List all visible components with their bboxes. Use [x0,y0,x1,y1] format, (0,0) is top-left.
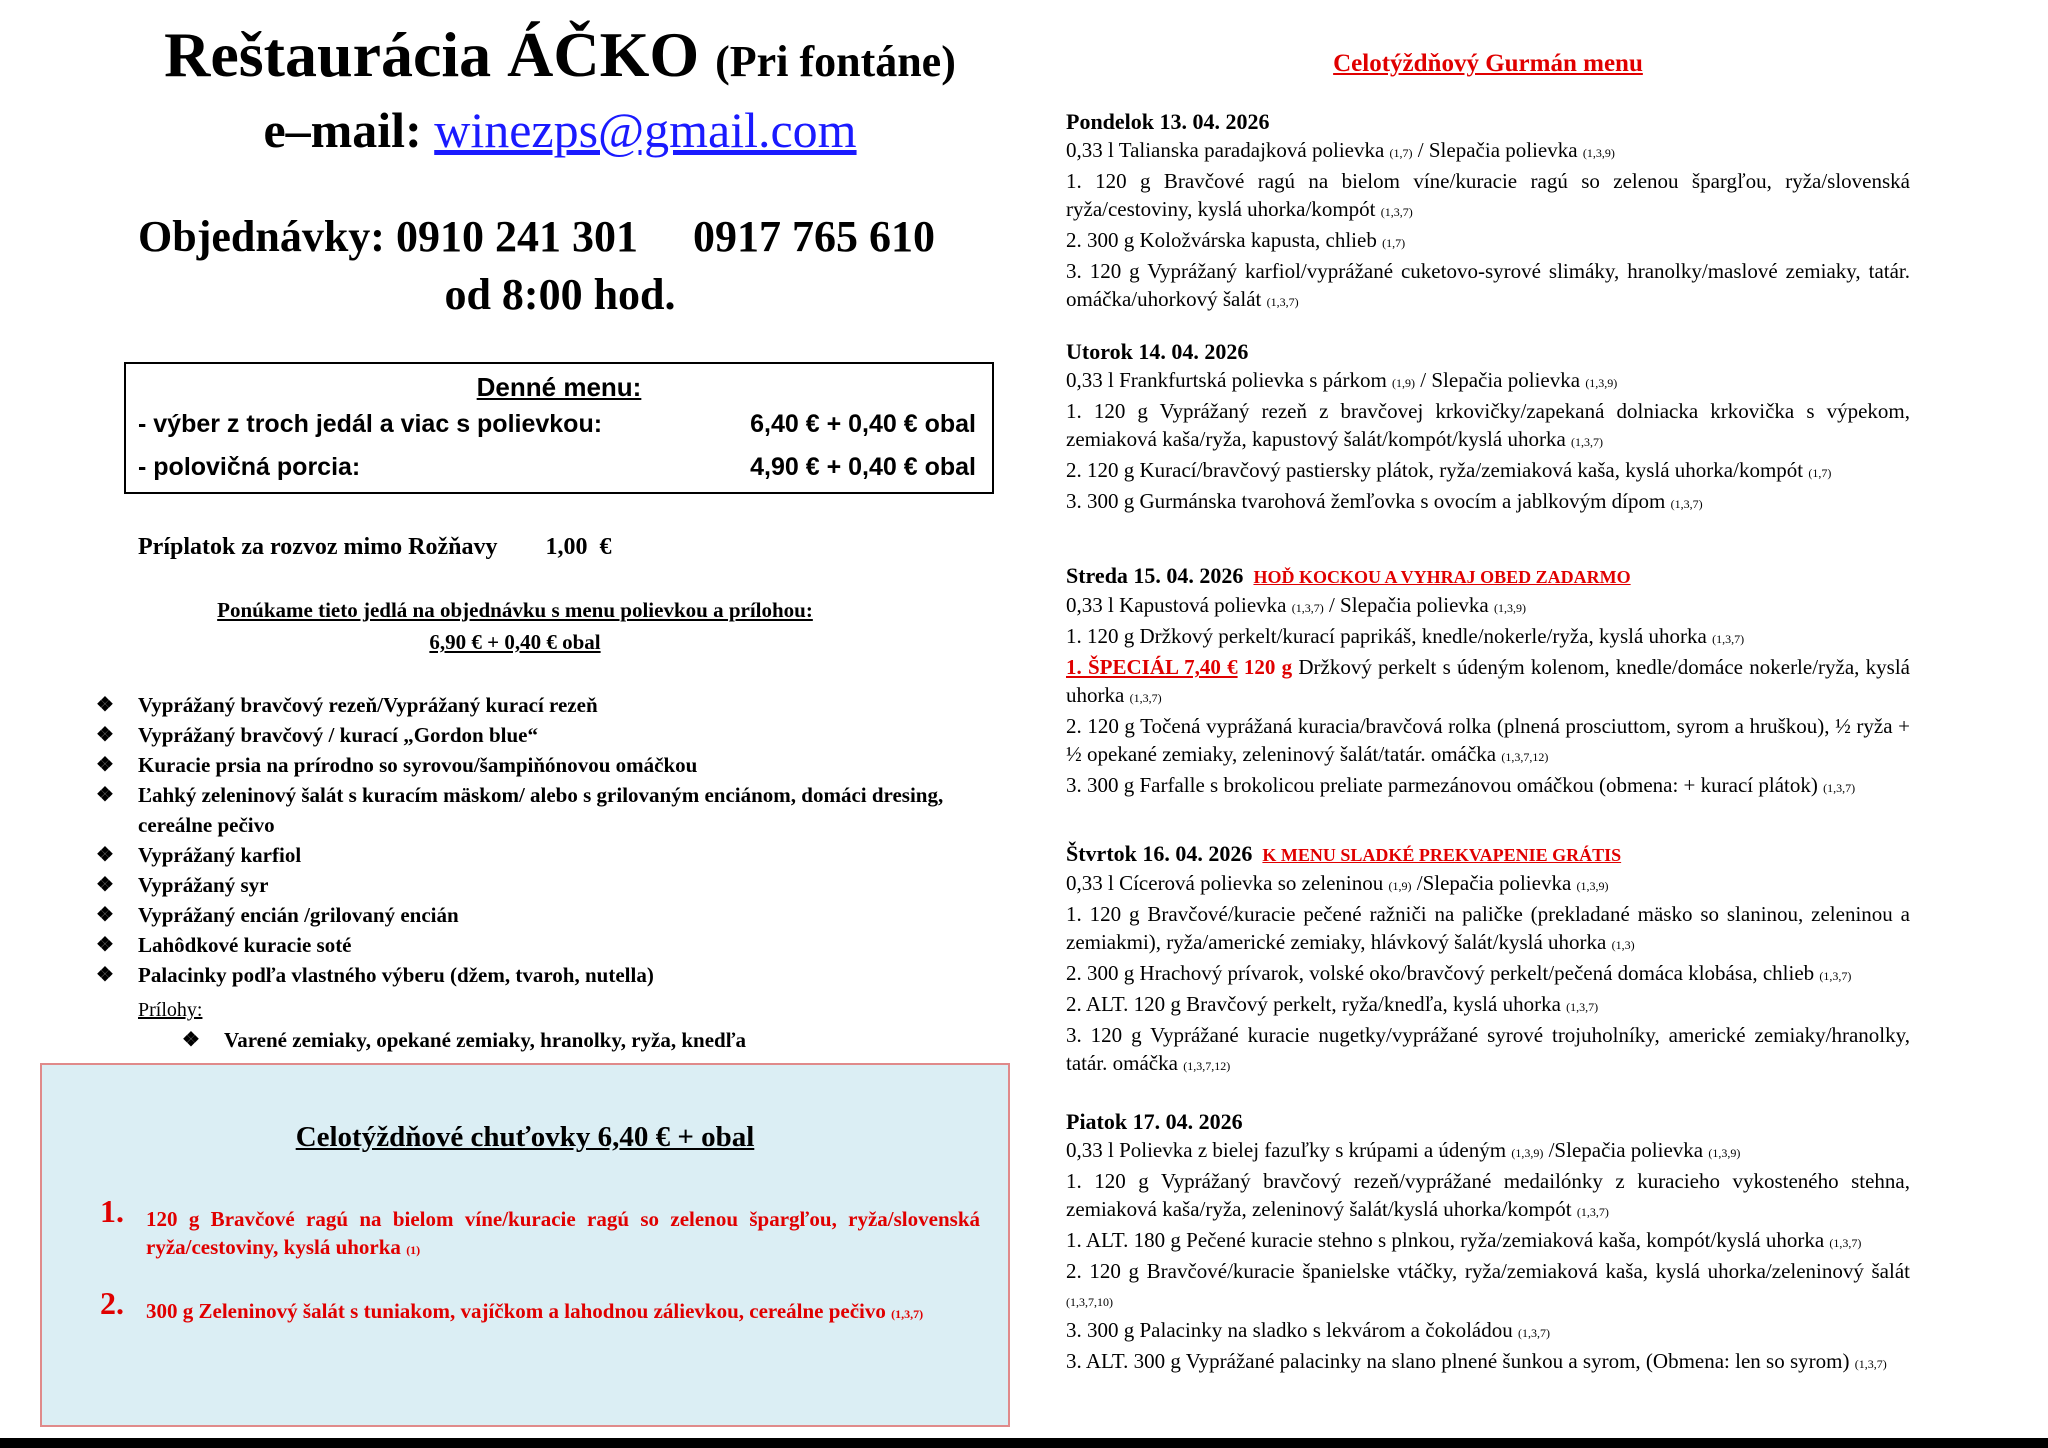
allergens: (1,3,7) [1829,1236,1862,1250]
weekly-item [100,1193,980,1264]
weekly-item-desc: 300 g Zeleninový šalát s tuniakom, vajíčkom a lahodnou zálievkou, cereálne pečivo [146,1299,886,1323]
orders-phone-line: Objednávky: 0910 241 301 0917 765 610 [138,212,935,261]
allergens: (1,7) [1808,466,1832,480]
dish-name: Palacinky podľa vlastného výberu (džem, tvaroh, nutella) [138,963,654,987]
dish-name: Vyprážaný syr [138,873,269,897]
day-menu [1066,562,1910,802]
special-weight: 120 g [1243,655,1293,679]
bullet-icon: ❖ [96,694,114,716]
daily-row-price: 6,40 € + 0,40 € obal [750,410,976,438]
allergens: (1,3,7) [1517,1326,1550,1340]
daily-menu-row [126,403,992,446]
menu-line [1066,257,1910,316]
daily-menu-row [126,446,992,489]
dish-name: Vyprážaný karfiol [138,843,302,867]
menu-line-text: 3. 300 g Farfalle s brokolicou preliate parmezánovou omáčkou (obmena: + kurací plátok) [1066,773,1818,797]
daily-row-label: - výber z troch jedál a viac s polievkou: [138,410,603,438]
bullet-icon: ❖ [96,844,114,866]
offer-line: Ponúkame tieto jedlá na objednávku s menu polievkou a prílohou: [217,598,813,622]
allergens: (1,3,7) [1291,601,1324,615]
menu-line [1066,167,1910,226]
allergens: (1,3,7) [1670,497,1703,511]
menu-line [1066,653,1910,712]
weekly-item-text [146,1297,980,1328]
bullet-icon: ❖ [96,904,114,926]
menu-line [1066,1347,1910,1378]
sides-text: Varené zemiaky, opekané zemiaky, hranolky, ryža, knedľa [224,1028,747,1052]
weekly-item-number: 1. [100,1193,124,1229]
allergens: (1,7) [1382,236,1406,250]
menu-line-text-alt: /Slepačia polievka [1543,1138,1704,1162]
dish-name: Vyprážaný bravčový rezeň/Vyprážaný kurací rezeň [138,693,598,717]
allergens: (1,3,7) [1571,435,1604,449]
menu-line-text-alt: / Slepačia polievka [1415,368,1581,392]
day-menu [1066,338,1910,518]
weekly-specials-box [40,1063,1010,1427]
menu-line-text-alt: / Slepačia polievka [1323,593,1489,617]
allergens: (1,3,9) [1708,1146,1741,1160]
day-menu [1066,108,1910,316]
allergens: (1,3,7) [1854,1357,1887,1371]
day-header [1066,108,1910,136]
allergens: (1) [406,1243,421,1257]
menu-line [1066,869,1910,900]
menu-line [1066,1167,1910,1226]
dish-item [96,840,996,870]
menu-line [1066,397,1910,456]
weekly-item-desc: 120 g Bravčové ragú na bielom víne/kuracie ragú so zelenou špargľou, ryža/slovenská ryža/cestoviny, kyslá uhorka [146,1207,980,1259]
menu-line [1066,990,1910,1021]
allergens: (1,3,7) [1129,691,1162,705]
menu-line [1066,1021,1910,1080]
menu-line [1066,487,1910,518]
day-title: Utorok 14. 04. 2026 [1066,339,1249,364]
allergens: (1,3,7) [1380,205,1413,219]
bullet-icon: ❖ [182,1029,200,1051]
dish-item [96,930,996,960]
dish-item [96,690,996,720]
allergens: (1,3,9) [1511,1146,1544,1160]
menu-line-text: 3. 120 g Vyprážané kuracie nugetky/vyprážané syrové trojuholníky, americké zemiaky/hranolky, tatár. omáčka [1066,1023,1910,1075]
daily-menu-box [124,362,994,494]
dish-item [96,750,996,780]
allergens: (1,3,7) [891,1307,924,1321]
menu-line-text: 0,33 l Kapustová polievka [1066,593,1287,617]
menu-line-text: 3. ALT. 300 g Vyprážané palacinky na slano plnené šunkou a syrom, (Obmena: len so syrom) [1066,1349,1850,1373]
menu-line [1066,959,1910,990]
day-promo: K MENU SLADKÉ PREKVAPENIE GRÁTIS [1262,845,1622,865]
menu-line [1066,900,1910,959]
allergens: (1,3,7) [1566,1000,1599,1014]
menu-line [1066,1136,1910,1167]
restaurant-subtitle: (Pri fontáne) [715,37,956,86]
menu-line-text: 1. 120 g Držkový perkelt/kurací paprikáš, knedle/nokerle/ryža, kyslá uhorka [1066,624,1707,648]
weekly-item-number: 2. [100,1285,124,1321]
dish-name: Ľahký zeleninový šalát s kuracím mäskom/ alebo s grilovaným enciánom, domáci dresing, cereálne pečivo [138,783,944,837]
menu-line [1066,136,1910,167]
weekly-title: Celotýždňové chuťovky 6,40 € + obal [295,1121,755,1153]
menu-line [1066,622,1910,653]
daily-row-label: - polovičná porcia: [138,453,361,481]
day-header [1066,562,1910,591]
day-title: Štvrtok 16. 04. 2026 [1066,841,1253,866]
menu-line-text: 2. 300 g Hrachový prívarok, volské oko/bravčový perkelt/pečená domáca klobása, chlieb [1066,961,1815,985]
dish-name: Vyprážaný encián /grilovaný encián [138,903,459,927]
special-label [1066,655,1292,679]
email-link[interactable]: winezps@gmail.com [434,102,857,158]
sides-item [182,1025,746,1055]
menu-line-text: 1. 120 g Bravčové ragú na bielom víne/kuracie ragú so zelenou špargľou, ryža/slovenská ryža/cestoviny, kyslá uhorka/kompót [1066,169,1910,221]
menu-line-text: 2. 300 g Koložvárska kapusta, chlieb [1066,228,1377,252]
allergens: (1,3,9) [1576,879,1609,893]
restaurant-title [0,18,1120,99]
menu-line-text-alt: /Slepačia polievka [1411,871,1572,895]
daily-row-price: 4,90 € + 0,40 € obal [750,453,976,481]
menu-line-text: 1. 120 g Vyprážaný bravčový rezeň/vyprážané medailónky z kuracieho vykosteného stehna, zemiaková kaša/ryža, zeleninový šalát/kyslá uhorka/kompót [1066,1169,1910,1221]
allergens: (1,3,7,12) [1501,750,1549,764]
order-offer [0,594,1030,658]
bullet-icon: ❖ [96,934,114,956]
right-column [1066,0,1910,1448]
day-promo: HOĎ KOCKOU A VYHRAJ OBED ZADARMO [1253,567,1631,587]
allergens: (1,3) [1611,938,1635,952]
menu-line-text: 3. 120 g Vyprážaný karfiol/vyprážané cuketovo-syrové slimáky, hranolky/maslové zemiaky, tatár. omáčka/uhorkový šalát [1066,259,1910,311]
dish-list [96,690,996,990]
bullet-icon: ❖ [96,784,114,806]
bullet-icon: ❖ [96,754,114,776]
email-line [0,100,1120,160]
bullet-icon: ❖ [96,964,114,986]
menu-line-text: 0,33 l Talianska paradajková polievka [1066,138,1385,162]
menu-line-text: 1. 120 g Bravčové/kuracie pečené ražniči na paličke (prekladané mäsko so slaninou, zeleninou a zemiakmi), ryža/americké zemiaky, hlávkový šalát/kyslá uhorka [1066,902,1910,954]
bullet-icon: ❖ [96,724,114,746]
day-title: Piatok 17. 04. 2026 [1066,1109,1243,1134]
bullet-icon: ❖ [96,874,114,896]
week-menu-title: Celotýždňový Gurmán menu [1333,50,1643,77]
dish-item [96,780,996,840]
menu-line-text: 3. 300 g Palacinky na sladko s lekvárom a čokoládou [1066,1318,1513,1342]
menu-line [1066,771,1910,802]
allergens: (1,7) [1389,146,1413,160]
allergens: (1,3,7) [1266,295,1299,309]
dish-name: Vyprážaný bravčový / kurací „Gordon blue“ [138,723,539,747]
day-header [1066,1108,1910,1136]
menu-line [1066,366,1910,397]
menu-line [1066,456,1910,487]
day-menu [1066,840,1910,1080]
email-label: e–mail: [263,102,422,158]
menu-line-text: 0,33 l Polievka z bielej fazuľky s krúpami a údeným [1066,1138,1507,1162]
menu-line-text: 2. 120 g Točená vyprážaná kuracia/bravčová rolka (plnená prosciuttom, syrom a hruškou), ½ ryža + ½ opekané zemiaky, zeleninový šalát/tatár. omáčka [1066,714,1910,766]
menu-line-text: Držkový perkelt s údeným kolenom, knedle/domáce nokerle/ryža, kyslá uhorka [1066,655,1911,707]
menu-line [1066,591,1910,622]
weekly-item [100,1285,980,1328]
allergens: (1,3,7) [1576,1205,1609,1219]
dish-name: Kuracie prsia na prírodno so syrovou/šampiňónovou omáčkou [138,753,698,777]
allergens: (1,3,9) [1494,601,1526,615]
allergens: (1,3,7) [1819,969,1852,983]
day-title: Pondelok 13. 04. 2026 [1066,109,1270,134]
allergens: (1,3,9) [1585,376,1618,390]
menu-line-text: 1. 120 g Vyprážaný rezeň z bravčovej krkovičky/zapekaná dolniacka krkovička s výpekom, zemiaková kaša/ryža, kapustový šalát/kompót/kyslá uhorka [1066,399,1910,451]
day-title: Streda 15. 04. 2026 [1066,563,1244,588]
day-header [1066,338,1910,366]
menu-line [1066,226,1910,257]
orders-time: od 8:00 hod. [444,270,676,319]
dish-name: Lahôdkové kuracie soté [138,933,352,957]
offer-price: 6,90 € + 0,40 € obal [429,630,601,654]
allergens: (1,3,7) [1712,632,1745,646]
menu-line-text: 0,33 l Cícerová polievka so zeleninou [1066,871,1384,895]
dish-item [96,870,996,900]
allergens: (1,9) [1392,376,1416,390]
day-header [1066,840,1910,869]
menu-line-text: 1. ALT. 180 g Pečené kuracie stehno s plnkou, ryža/zemiaková kaša, kompót/kyslá uhorka [1066,1228,1825,1252]
day-menu [1066,1108,1910,1378]
restaurant-name: Reštaurácia ÁČKO [164,19,700,90]
allergens: (1,9) [1388,879,1412,893]
menu-line [1066,1257,1910,1316]
menu-line-text: 0,33 l Frankfurtská polievka s párkom [1066,368,1387,392]
menu-line-text: 2. 120 g Bravčové/kuracie španielske vtáčky, ryža/zemiaková kaša, kyslá uhorka/zeleninový šalát [1066,1259,1910,1283]
daily-menu-title: Denné menu: [476,372,642,402]
special-tag: 1. ŠPECIÁL 7,40 € [1066,655,1238,679]
menu-line-text-alt: / Slepačia polievka [1412,138,1578,162]
menu-line-text: 2. 120 g Kurací/bravčový pastiersky plátok, ryža/zemiaková kaša, kyslá uhorka/kompót [1066,458,1804,482]
menu-line [1066,1316,1910,1347]
allergens: (1,3,7,10) [1066,1295,1113,1309]
delivery-surcharge: Príplatok za rozvoz mimo Rožňavy 1,00 € [138,534,612,560]
allergens: (1,3,7) [1823,781,1856,795]
weekly-item-text [146,1205,980,1264]
dish-item [96,900,996,930]
menu-line-text: 3. 300 g Gurmánska tvarohová žemľovka s ovocím a jablkovým dípom [1066,489,1666,513]
menu-line [1066,1226,1910,1257]
bottom-border [0,1438,2048,1448]
allergens: (1,3,7,12) [1183,1059,1231,1073]
menu-line [1066,712,1910,771]
menu-line-text: 2. ALT. 120 g Bravčový perkelt, ryža/knedľa, kyslá uhorka [1066,992,1561,1016]
allergens: (1,3,9) [1582,146,1615,160]
dish-item [96,720,996,750]
sides-label: Prílohy: [138,999,203,1021]
dish-item [96,960,996,990]
